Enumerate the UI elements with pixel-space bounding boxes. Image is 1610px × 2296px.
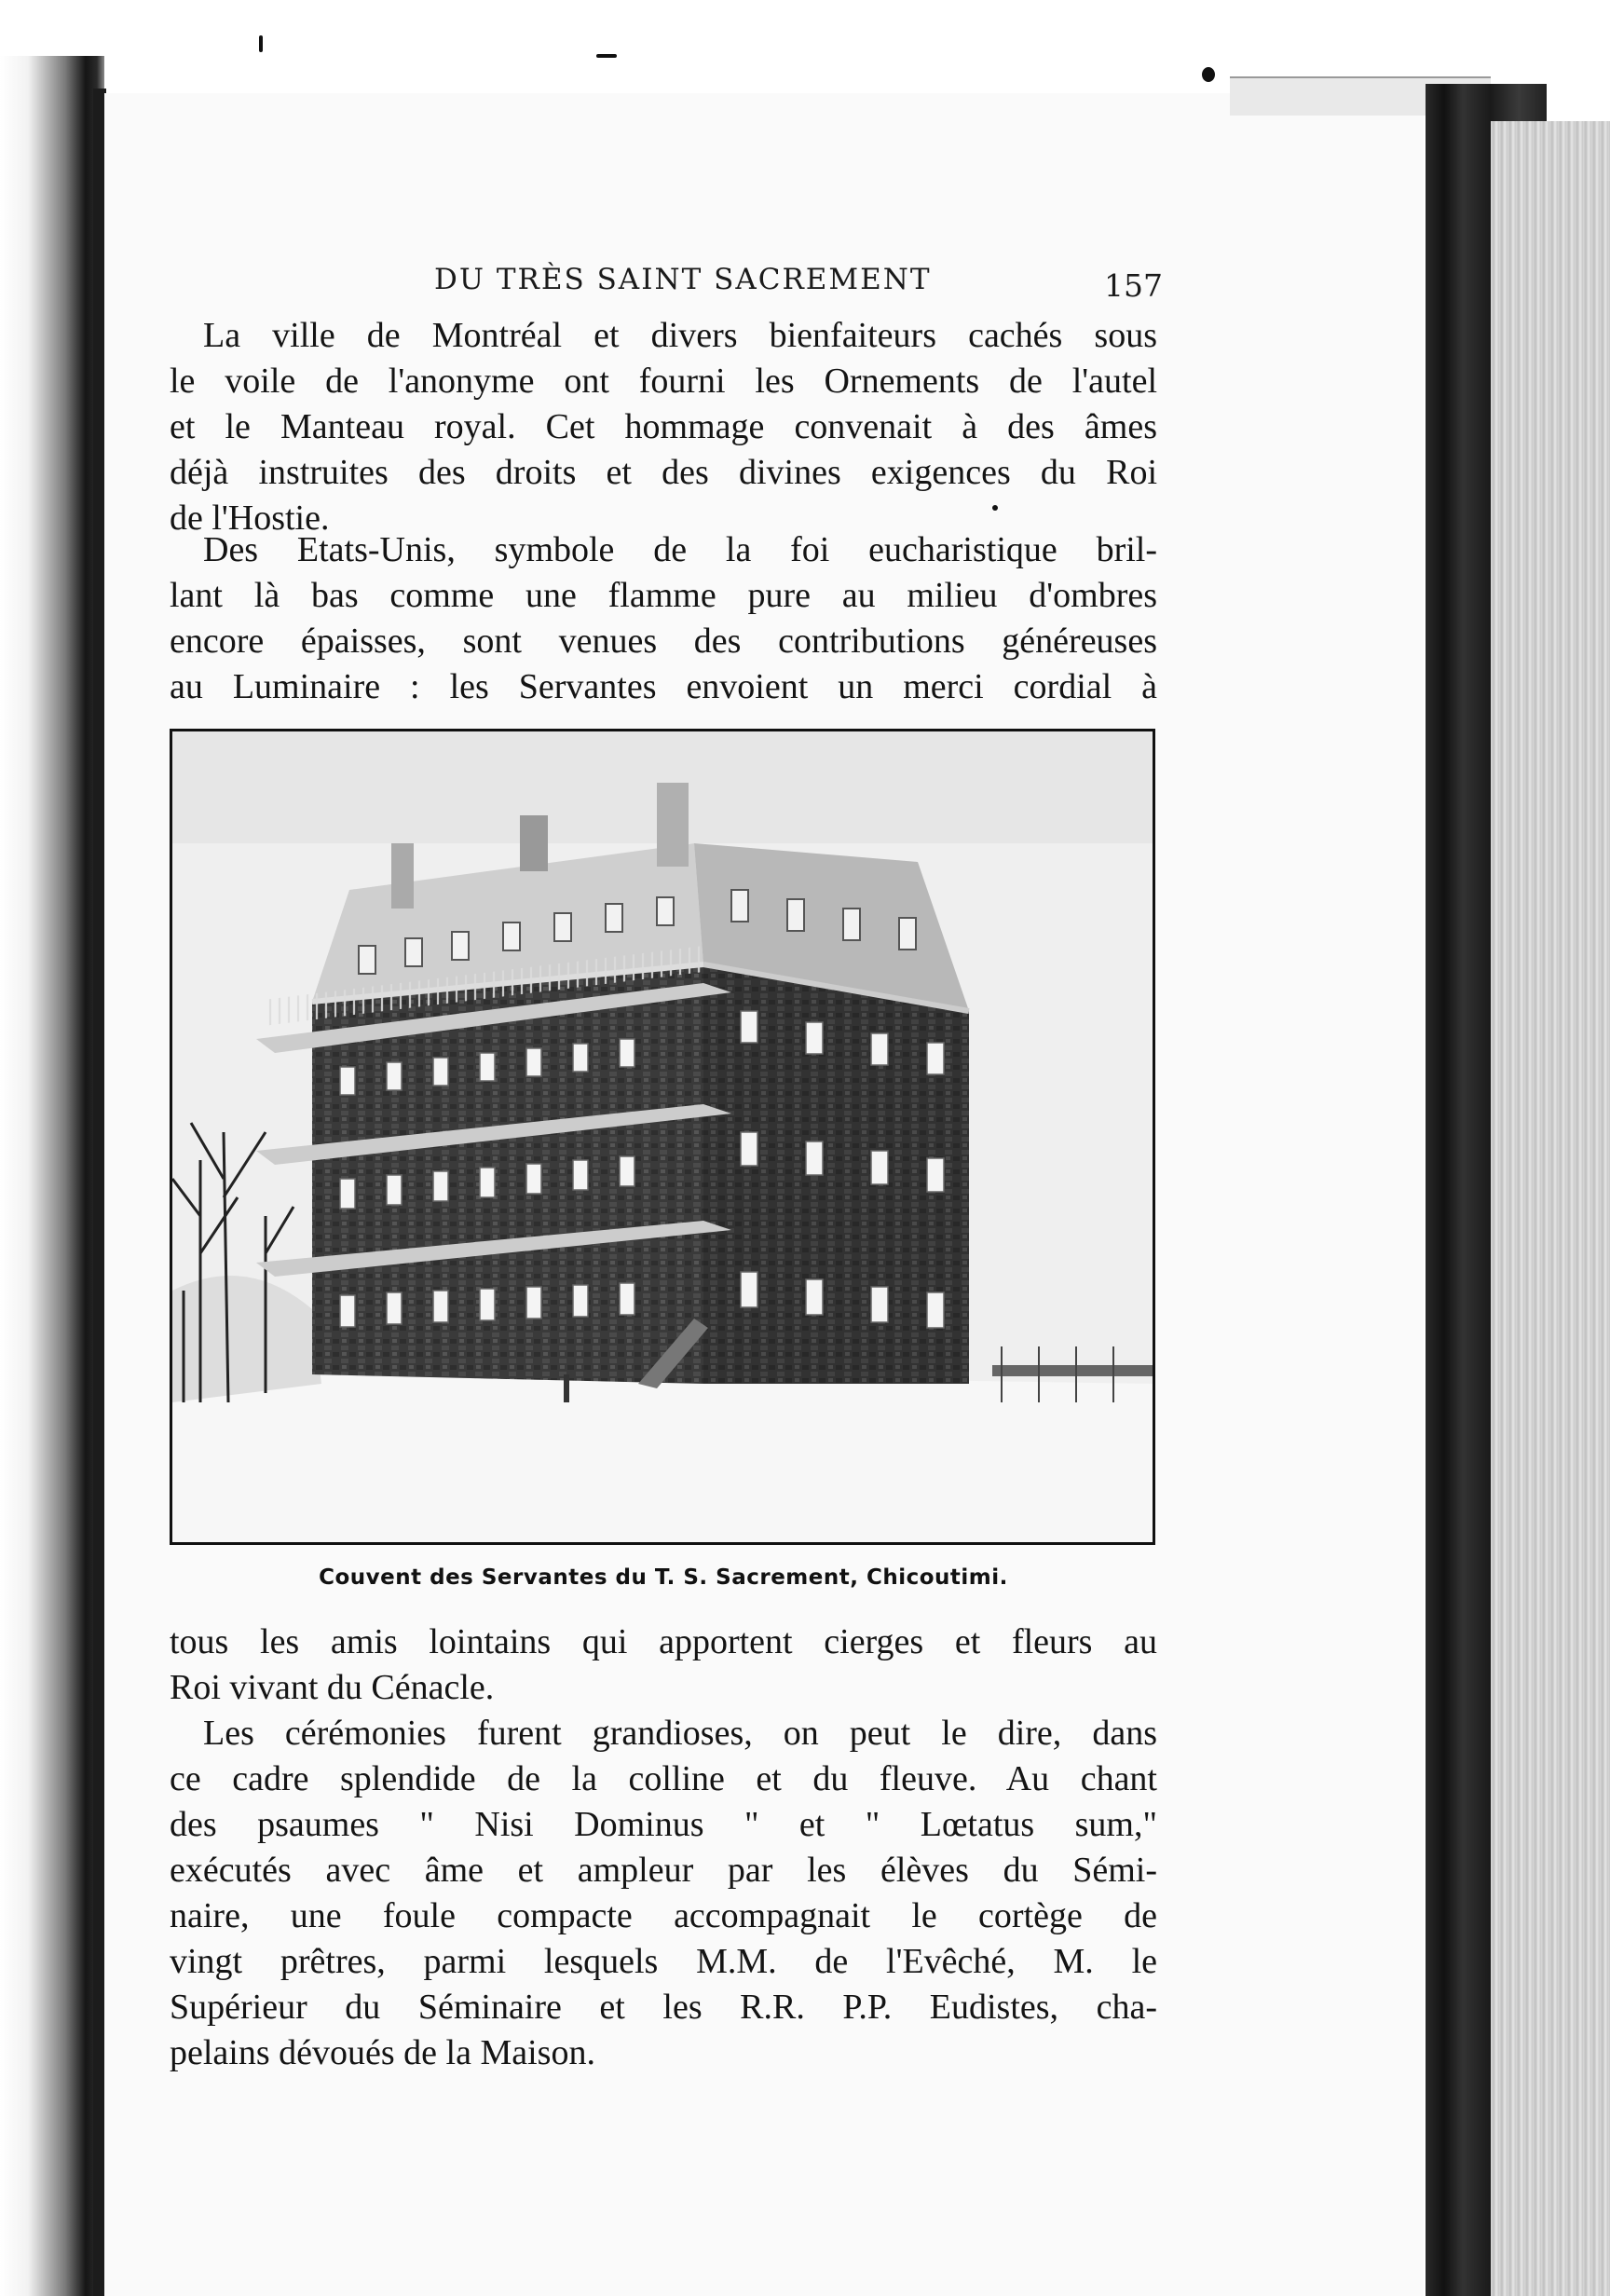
paragraph-etats-unis [170,527,1157,710]
text-line: lant là bas comme une flamme pure au milieu d'ombres [170,576,1157,615]
paragraph-ceremonies [170,1711,1157,2076]
text-line: Roi vivant du Cénacle. [170,1668,495,1707]
chimney [657,783,689,867]
figure-caption: Couvent des Servantes du T. S. Sacrement, Chicoutimi. [319,1565,1008,1590]
running-head: DU TRÈS SAINT SACREMENT [434,263,932,296]
page-number: 157 [1104,267,1163,304]
snow-ground [172,1358,1153,1542]
scan-speck [1202,67,1215,82]
text-line: au Luminaire : les Servantes envoient un merci cordial à [170,667,1157,706]
text-line: vingt prêtres, parmi lesquels M.M. de l'Evêché, M. le [170,1942,1157,1981]
chimney [391,843,414,909]
text-line: et le Manteau royal. Cet hommage convenait à des âmes [170,407,1157,446]
page-stack-edges [1491,121,1610,2296]
scan-speck [596,54,617,58]
text-line: encore épaisses, sont venues des contributions généreuses [170,622,1157,661]
text-line: ce cadre splendide de la colline et du fleuve. Au chant [170,1759,1157,1798]
paragraph-ornements [170,313,1157,541]
text-line: le voile de l'anonyme ont fourni les Ornements de l'autel [170,362,1157,401]
text-line: des psaumes " Nisi Dominus " et " Lœtatus sum," [170,1805,1157,1844]
text-line: Supérieur du Séminaire et les R.R. P.P. Eudistes, cha- [170,1988,1157,2027]
text-line: Des Etats-Unis, symbole de la foi eucharistique bril- [203,530,1157,569]
text-line: Les cérémonies furent grandioses, on peut le dire, dans [203,1714,1157,1753]
chimney [520,815,548,871]
text-line: déjà instruites des droits et des divines exigences du Roi [170,453,1157,492]
scan-speck [259,35,263,52]
convent-building-illustration [172,731,1153,1542]
text-line: de l'Hostie. [170,499,330,538]
text-line: pelains dévoués de la Maison. [170,2033,595,2072]
convent-photograph [170,729,1155,1545]
text-line: exécutés avec âme et ampleur par les élèves du Sémi- [170,1851,1157,1890]
book-binding-left [0,56,104,2296]
text-line: naire, une foule compacte accompagnait le cortège de [170,1896,1157,1935]
text-line: tous les amis lointains qui apportent cierges et fleurs au [170,1622,1157,1661]
text-line: La ville de Montréal et divers bienfaiteurs cachés sous [203,316,1157,355]
paragraph-amis-lointains [170,1620,1157,1711]
